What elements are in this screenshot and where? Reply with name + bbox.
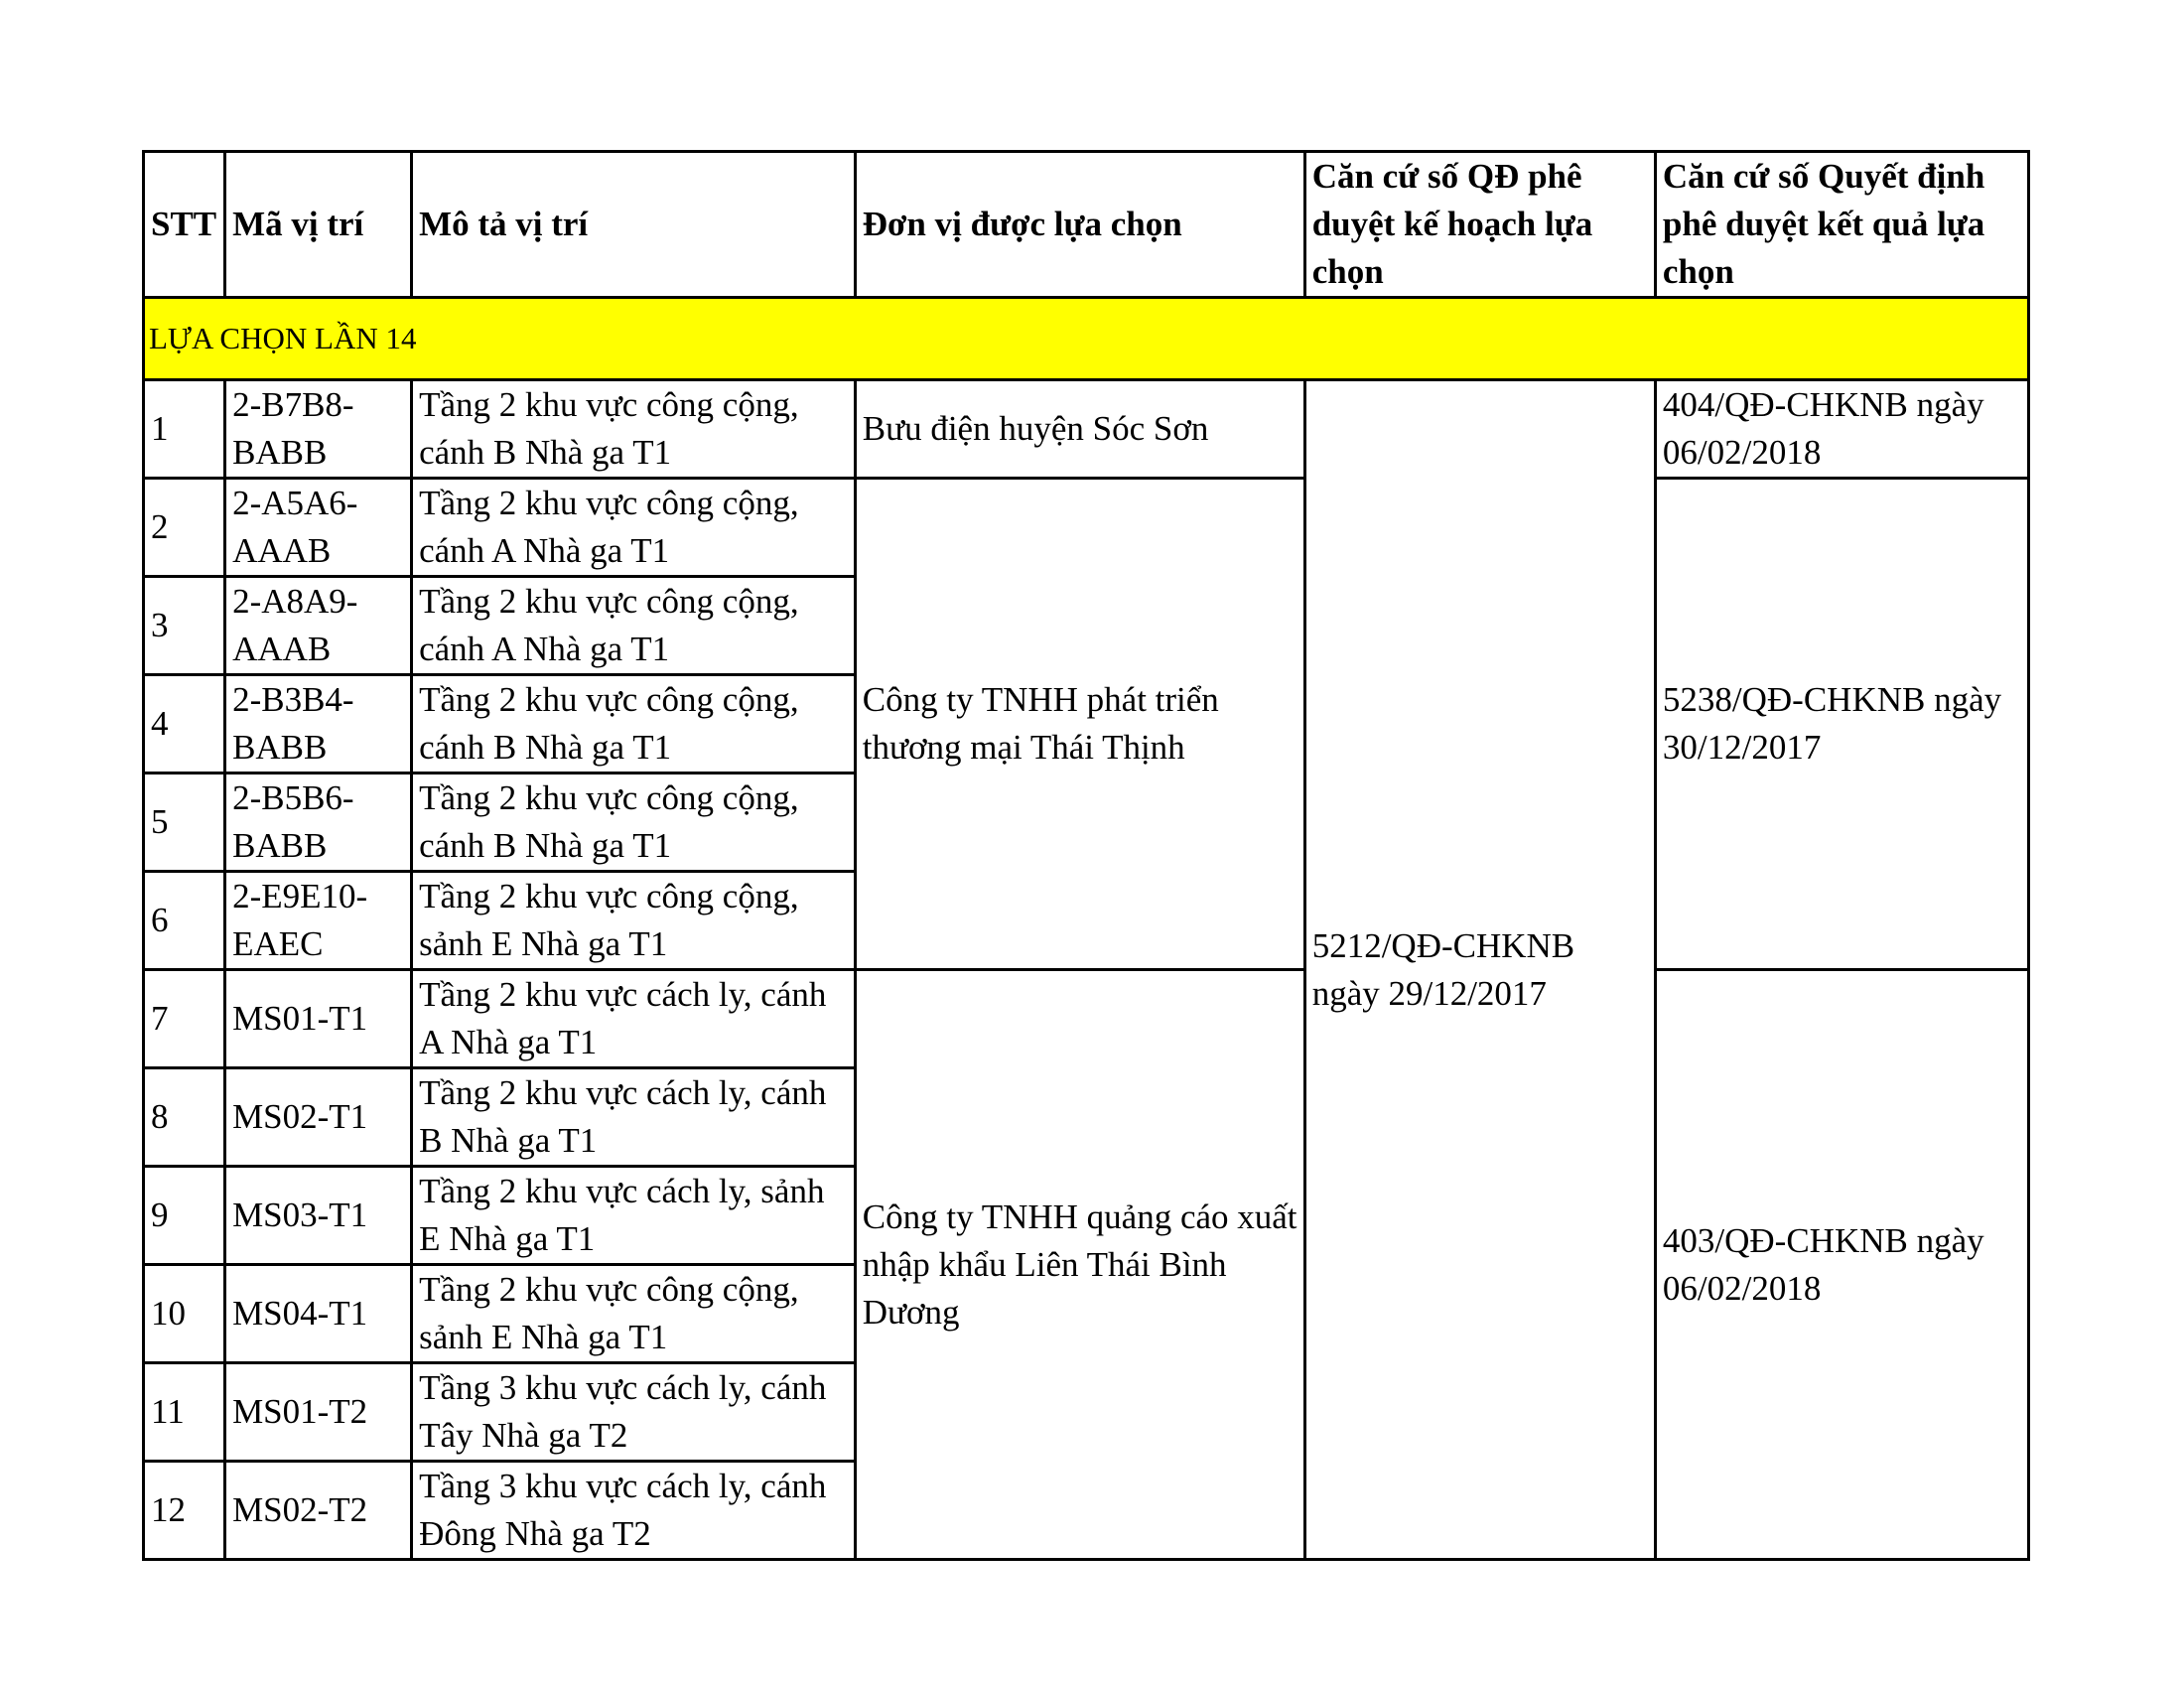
selection-table	[142, 150, 2030, 1561]
cell-description: Tầng 2 khu vực cách ly, sảnh E Nhà ga T1	[412, 1167, 856, 1265]
cell-stt: 2	[144, 479, 225, 577]
table-row	[144, 970, 2029, 1068]
cell-code: 2-B3B4-BABB	[225, 675, 412, 774]
cell-description: Tầng 2 khu vực công cộng, cánh A Nhà ga T1	[412, 479, 856, 577]
cell-description: Tầng 3 khu vực cách ly, cánh Tây Nhà ga T2	[412, 1363, 856, 1462]
section-row	[144, 298, 2029, 380]
header-row	[144, 152, 2029, 298]
table-row	[144, 380, 2029, 479]
cell-description: Tầng 2 khu vực công cộng, cánh B Nhà ga T1	[412, 675, 856, 774]
cell-stt: 5	[144, 774, 225, 872]
cell-stt: 12	[144, 1462, 225, 1560]
header-plan-decision: Căn cứ số QĐ phê duyệt kế hoạch lựa chọn	[1304, 152, 1655, 298]
cell-code: 2-B7B8-BABB	[225, 380, 412, 479]
cell-stt: 6	[144, 872, 225, 970]
cell-result-decision: 404/QĐ-CHKNB ngày 06/02/2018	[1655, 380, 2028, 479]
cell-code: 2-A8A9-AAAB	[225, 577, 412, 675]
cell-stt: 10	[144, 1265, 225, 1363]
cell-description: Tầng 2 khu vực công cộng, cánh B Nhà ga T1	[412, 380, 856, 479]
cell-description: Tầng 2 khu vực cách ly, cánh B Nhà ga T1	[412, 1068, 856, 1167]
cell-stt: 7	[144, 970, 225, 1068]
cell-result-decision: 5238/QĐ-CHKNB ngày 30/12/2017	[1655, 479, 2028, 970]
cell-description: Tầng 2 khu vực cách ly, cánh A Nhà ga T1	[412, 970, 856, 1068]
cell-code: MS01-T2	[225, 1363, 412, 1462]
cell-stt: 1	[144, 380, 225, 479]
cell-stt: 3	[144, 577, 225, 675]
section-label: LỰA CHỌN LẦN 14	[144, 298, 2029, 380]
cell-description: Tầng 2 khu vực công cộng, sảnh E Nhà ga T1	[412, 1265, 856, 1363]
cell-result-decision: 403/QĐ-CHKNB ngày 06/02/2018	[1655, 970, 2028, 1560]
table-row	[144, 479, 2029, 577]
cell-description: Tầng 2 khu vực công cộng, cánh A Nhà ga T1	[412, 577, 856, 675]
header-result-decision: Căn cứ số Quyết định phê duyệt kết quả lựa chọn	[1655, 152, 2028, 298]
cell-code: MS04-T1	[225, 1265, 412, 1363]
header-stt: STT	[144, 152, 225, 298]
cell-description: Tầng 2 khu vực công cộng, sảnh E Nhà ga T1	[412, 872, 856, 970]
header-code: Mã vị trí	[225, 152, 412, 298]
cell-code: 2-A5A6-AAAB	[225, 479, 412, 577]
cell-stt: 8	[144, 1068, 225, 1167]
cell-description: Tầng 3 khu vực cách ly, cánh Đông Nhà ga T2	[412, 1462, 856, 1560]
cell-code: MS03-T1	[225, 1167, 412, 1265]
cell-selected-unit: Bưu điện huyện Sóc Sơn	[855, 380, 1304, 479]
cell-stt: 4	[144, 675, 225, 774]
cell-description: Tầng 2 khu vực công cộng, cánh B Nhà ga T1	[412, 774, 856, 872]
cell-stt: 11	[144, 1363, 225, 1462]
cell-code: 2-E9E10-EAEC	[225, 872, 412, 970]
cell-selected-unit: Công ty TNHH phát triển thương mại Thái Thịnh	[855, 479, 1304, 970]
cell-selected-unit: Công ty TNHH quảng cáo xuất nhập khẩu Liên Thái Bình Dương	[855, 970, 1304, 1560]
cell-code: 2-B5B6-BABB	[225, 774, 412, 872]
header-description: Mô tả vị trí	[412, 152, 856, 298]
header-selected-unit: Đơn vị được lựa chọn	[855, 152, 1304, 298]
cell-plan-decision: 5212/QĐ-CHKNB ngày 29/12/2017	[1304, 380, 1655, 1560]
cell-code: MS02-T1	[225, 1068, 412, 1167]
cell-stt: 9	[144, 1167, 225, 1265]
cell-code: MS02-T2	[225, 1462, 412, 1560]
cell-code: MS01-T1	[225, 970, 412, 1068]
